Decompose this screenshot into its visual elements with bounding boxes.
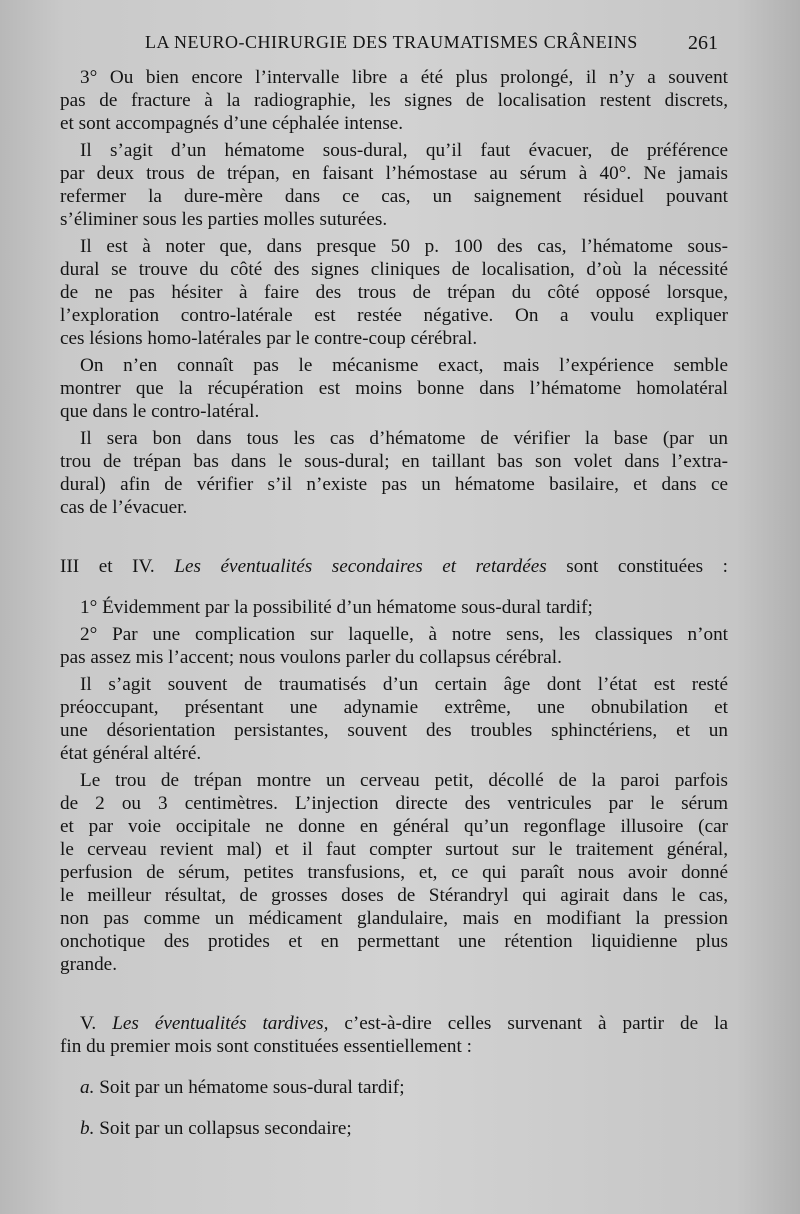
text-line: que dans le contro-latéral. — [60, 401, 260, 422]
text-line: fin du premier mois sont constituées essentiellement : — [60, 1036, 472, 1057]
list-text: Soit par un collapsus secondaire; — [99, 1118, 352, 1139]
text-line: par deux trous de trépan, en faisant l’hémostase au sérum à 40°. Ne jamais — [60, 163, 728, 184]
text-line: et sont accompagnés d’une céphalée intense. — [60, 113, 404, 134]
text-line: perfusion de sérum, petites transfusions, et, ce qui paraît nous avoir donné — [60, 862, 728, 883]
text-line: pas de fracture à la radiographie, les signes de localisation restent discrets, — [60, 90, 728, 111]
text-line: et par voie occipitale ne donne en général qu’un regonflage illusoire (car — [60, 816, 728, 837]
text-line: montrer que la récupération est moins bonne dans l’hématome homolatéral — [60, 378, 728, 399]
text-line: Il sera bon dans tous les cas d’hématome de vérifier la base (par un — [80, 428, 728, 449]
text-line: On n’en connaît pas le mécanisme exact, mais l’expérience semble — [80, 355, 728, 376]
text-line: le cerveau revient mal) et il faut compter surtout sur le traitement général, — [60, 839, 728, 860]
text-line: ces lésions homo-latérales par le contre-coup cérébral. — [60, 328, 478, 349]
text-line: dural se trouve du côté des signes cliniques de localisation, d’où la nécessité — [60, 259, 728, 280]
text-line: Le trou de trépan montre un cerveau petit, décollé de la paroi parfois — [80, 770, 728, 791]
paragraph-block-1 — [60, 66, 728, 519]
text-line: onchotique des protides et en permettant une rétention liquidienne plus — [60, 931, 728, 952]
text-line: refermer la dure-mère dans ce cas, un saignement résiduel pouvant — [60, 186, 728, 207]
text-line: trou de trépan bas dans le sous-dural; en taillant bas son volet dans l’extra- — [60, 451, 728, 472]
text-line: 1° Évidemment par la possibilité d’un hématome sous-dural tardif; — [80, 597, 593, 618]
page-header — [0, 28, 800, 58]
text-line: cas de l’évacuer. — [60, 497, 188, 518]
section-suffix: c’est-à-dire celles survenant à partir de la — [344, 1013, 728, 1034]
text-line: grande. — [60, 954, 118, 975]
section-suffix: sont constituées : — [566, 556, 729, 577]
text-line: l’exploration contro-latérale est restée négative. On a voulu expliquer — [60, 305, 728, 326]
section-heading-5 — [60, 1012, 728, 1035]
list-item-b — [60, 1117, 728, 1140]
text-line: 2° Par une complication sur laquelle, à notre sens, les classiques n’ont — [80, 624, 728, 645]
text-line: Il s’agit souvent de traumatisés d’un certain âge dont l’état est resté — [80, 674, 728, 695]
list-letter: b. — [80, 1118, 95, 1139]
list-letter: a. — [80, 1077, 95, 1098]
body-text — [60, 66, 728, 1140]
list-item-a — [60, 1076, 728, 1099]
text-line: s’éliminer sous les parties molles suturées. — [60, 209, 388, 230]
text-line: état général altéré. — [60, 743, 202, 764]
text-line: pas assez mis l’accent; nous voulons parler du collapsus cérébral. — [60, 647, 562, 668]
text-line: le meilleur résultat, de grosses doses de Stérandryl qui agirait dans le cas, — [60, 885, 728, 906]
text-line: préoccupant, présentant une adynamie extrême, une obnubilation et — [60, 697, 728, 718]
paragraph-block-2 — [60, 596, 728, 976]
running-title: LA NEURO-CHIRURGIE DES TRAUMATISMES CRÂNEINS — [145, 32, 638, 52]
section-prefix: V. — [80, 1013, 97, 1034]
list-text: Soit par un hématome sous-dural tardif; — [99, 1077, 405, 1098]
text-line: non pas comme un médicament glandulaire, mais en modifiant la pression — [60, 908, 728, 929]
section-prefix: III et IV. — [60, 556, 155, 577]
text-line: dural) afin de vérifier s’il n’existe pas un hématome basilaire, et dans ce — [60, 474, 728, 495]
text-line: de ne pas hésiter à faire des trous de trépan du côté opposé lorsque, — [60, 282, 728, 303]
section-title: Les éventualités tardives, — [112, 1013, 329, 1034]
text-line: Il s’agit d’un hématome sous-dural, qu’il faut évacuer, de préférence — [80, 140, 728, 161]
section-heading-3-4 — [60, 555, 728, 578]
page-number: 261 — [688, 32, 718, 54]
text-line: une désorientation persistantes, souvent des troubles sphinctériens, et un — [60, 720, 728, 741]
text-line: de 2 ou 3 centimètres. L’injection directe des ventricules par le sérum — [60, 793, 728, 814]
section-title: Les éventualités secondaires et retardées — [174, 556, 547, 577]
text-line: 3° Ou bien encore l’intervalle libre a été plus prolongé, il n’y a souvent — [80, 67, 728, 88]
text-line: Il est à noter que, dans presque 50 p. 100 des cas, l’hématome sous- — [80, 236, 728, 257]
